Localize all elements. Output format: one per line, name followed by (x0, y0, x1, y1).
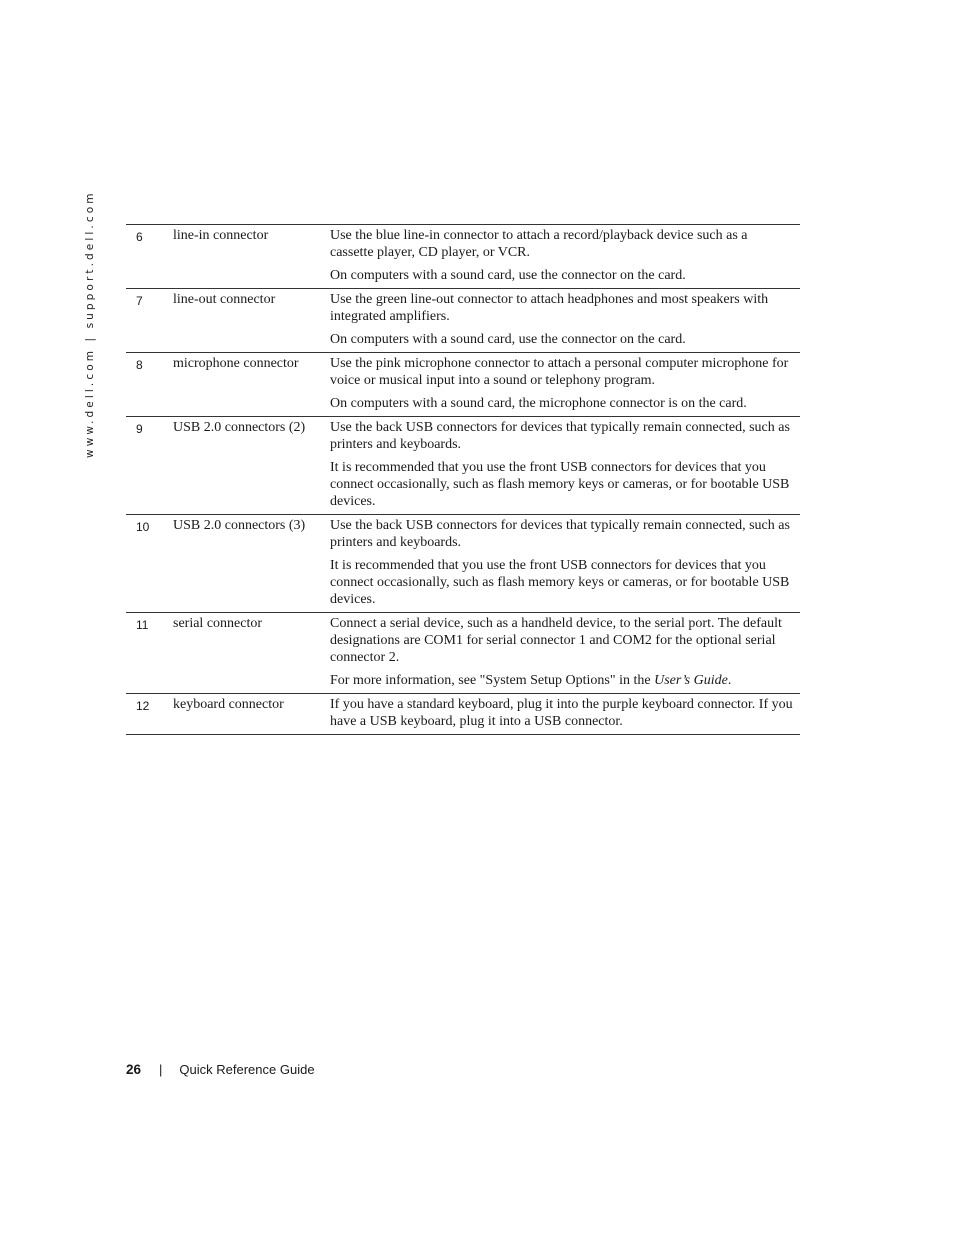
connector-description (330, 225, 800, 289)
description-paragraph: Use the green line-out connector to attach headphones and most speakers with integrated amplifiers. (330, 292, 769, 324)
description-paragraph: Use the blue line-in connector to attach a record/playback device such as a cassette player, CD player, or VCR. (330, 228, 748, 260)
page-footer (126, 1062, 315, 1077)
row-number: 12 (136, 699, 150, 713)
row-number: 10 (136, 520, 150, 534)
description-paragraph: On computers with a sound card, use the connector on the card. (330, 332, 686, 347)
connector-description (330, 613, 800, 694)
connector-description (330, 694, 800, 735)
footer-separator: | (159, 1062, 163, 1077)
connector-description (330, 515, 800, 613)
table-row (126, 225, 800, 289)
description-paragraph: Use the back USB connectors for devices that typically remain connected, such as printers and keyboards. (330, 420, 790, 452)
info-prefix-text: For more information, see "System Setup Options" in the (330, 673, 655, 688)
row-number: 11 (136, 618, 149, 632)
description-paragraph: It is recommended that you use the front USB connectors for devices that you connect occasionally, such as flash memory keys or cameras, or for bootable USB devices. (330, 460, 790, 509)
connector-description (330, 353, 800, 417)
connector-name: USB 2.0 connectors (2) (173, 420, 306, 435)
info-suffix-text: . (727, 673, 732, 688)
description-paragraph: On computers with a sound card, use the connector on the card. (330, 268, 686, 283)
connector-name: line-out connector (173, 292, 276, 307)
description-paragraph: On computers with a sound card, the microphone connector is on the card. (330, 396, 747, 411)
row-number: 9 (136, 422, 143, 436)
description-paragraph: Use the back USB connectors for devices that typically remain connected, such as printers and keyboards. (330, 518, 790, 550)
table-row (126, 353, 800, 417)
users-guide-title: User’s Guide (654, 673, 728, 688)
connector-description (330, 289, 800, 353)
guide-title: Quick Reference Guide (179, 1062, 315, 1077)
description-paragraph: If you have a standard keyboard, plug it into the purple keyboard connector. If you have a USB keyboard, plug it into a USB connector. (330, 697, 793, 729)
connector-name: keyboard connector (173, 697, 284, 712)
table-row (126, 289, 800, 353)
page-number: 26 (126, 1062, 142, 1077)
side-url-text: www.dell.com | support.dell.com (84, 190, 96, 458)
description-paragraph: It is recommended that you use the front USB connectors for devices that you connect occasionally, such as flash memory keys or cameras, or for bootable USB devices. (330, 558, 790, 607)
connector-table (126, 224, 800, 735)
table-row (126, 694, 800, 735)
connector-name: serial connector (173, 616, 263, 631)
connector-name: microphone connector (173, 356, 299, 371)
row-number: 6 (136, 230, 143, 244)
row-number: 7 (136, 294, 143, 308)
description-paragraph (330, 672, 794, 689)
description-paragraph: Connect a serial device, such as a handheld device, to the serial port. The default designations are COM1 for serial connector 1 and COM2 for the optional serial connector 2. (330, 616, 782, 665)
table-row (126, 613, 800, 694)
connector-name: USB 2.0 connectors (3) (173, 518, 306, 533)
table-row (126, 417, 800, 515)
row-number: 8 (136, 358, 143, 372)
connector-description (330, 417, 800, 515)
connector-name: line-in connector (173, 228, 269, 243)
description-paragraph: Use the pink microphone connector to attach a personal computer microphone for voice or musical input into a sound or telephony program. (330, 356, 789, 388)
table-row (126, 515, 800, 613)
